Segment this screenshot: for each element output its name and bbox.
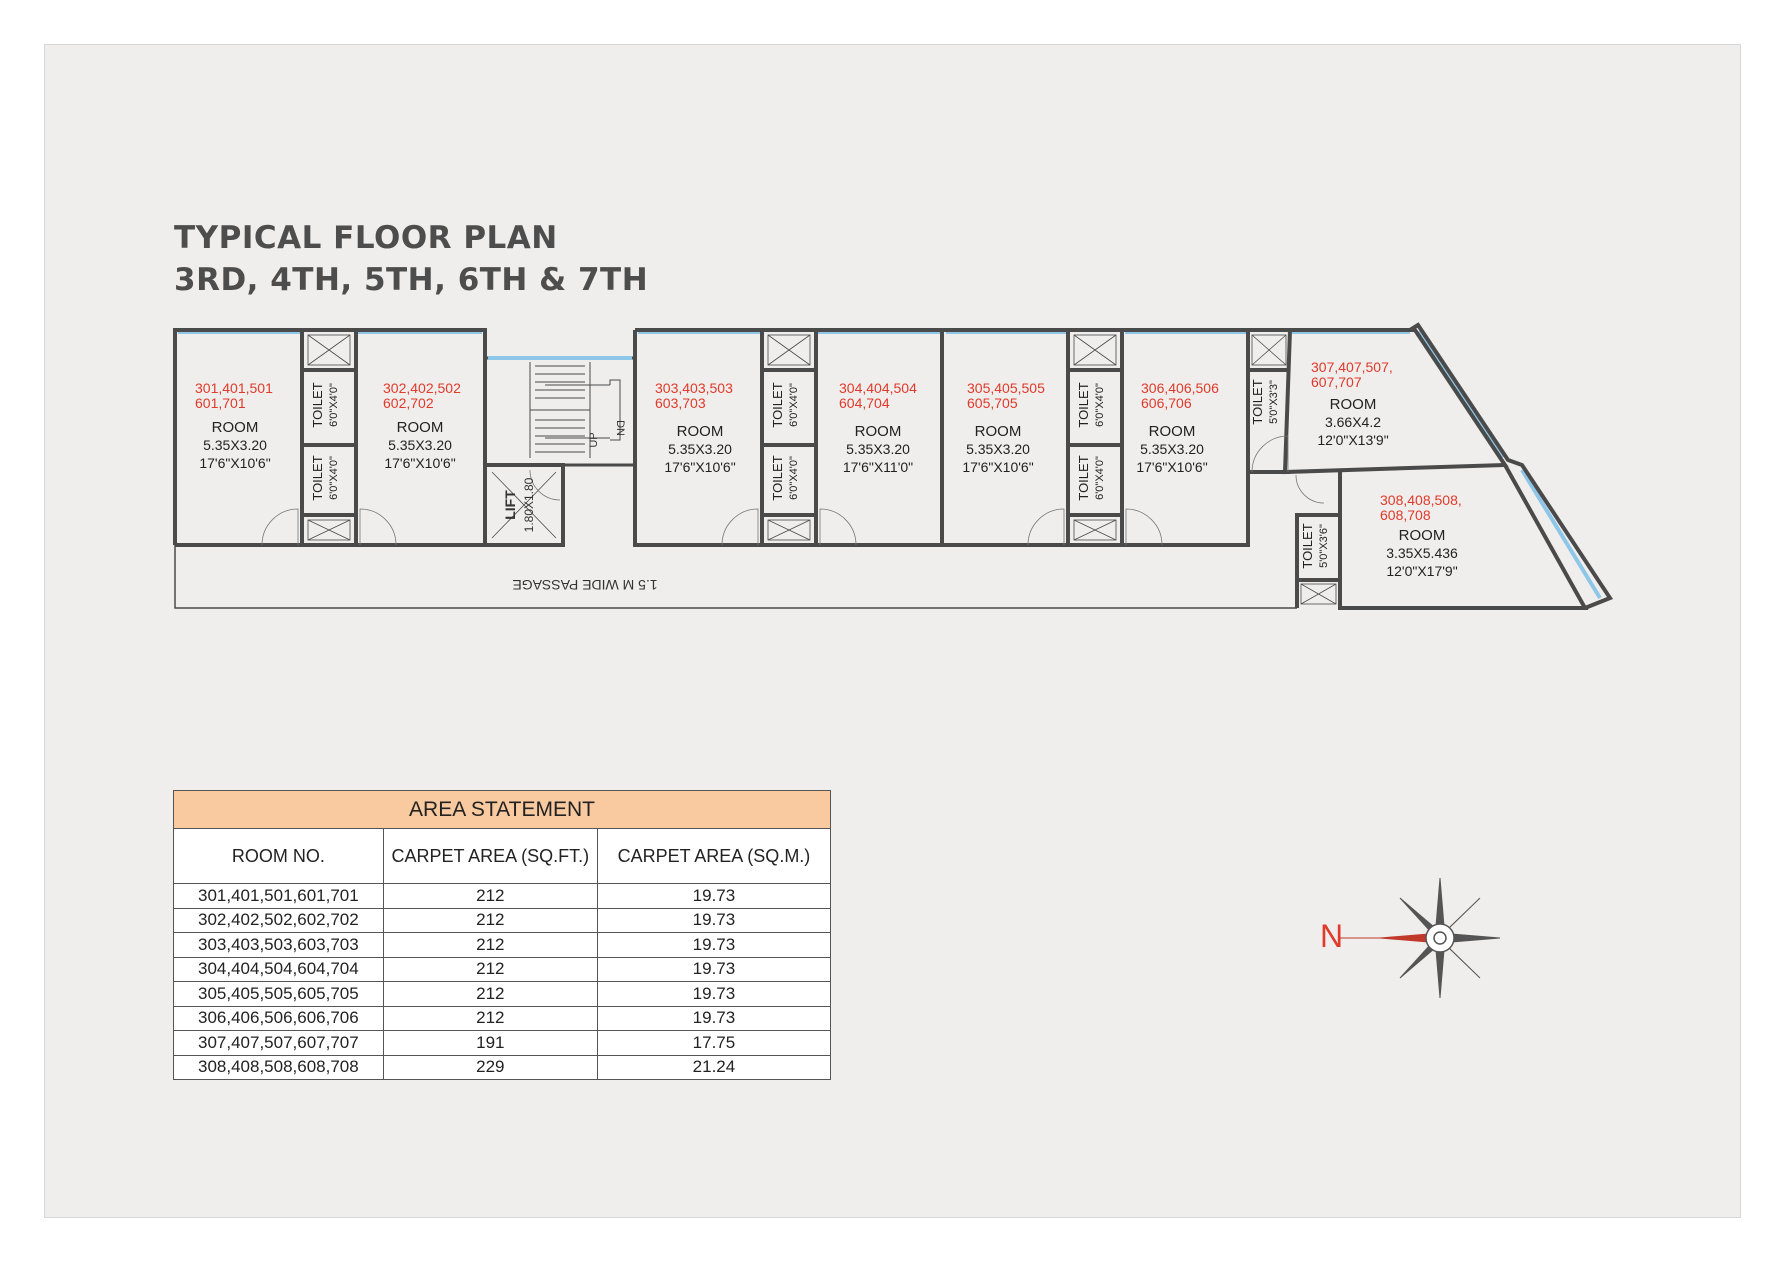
room-unit-numbers: 606,706: [1141, 395, 1192, 411]
room-unit-numbers: 306,406,506: [1141, 380, 1219, 396]
passage-outline: [175, 545, 1297, 608]
room-no-cell: 304,404,504,604,704: [174, 957, 384, 982]
room-name: ROOM: [1329, 396, 1377, 413]
table-row: [174, 1055, 831, 1080]
room-size-metric: 5.35X3.20: [668, 441, 732, 457]
room-no-cell: 306,406,506,606,706: [174, 1006, 384, 1031]
header-room-no: ROOM NO.: [174, 829, 384, 884]
area-statement-caption: AREA STATEMENT: [174, 791, 831, 829]
toilet-label-group: [1250, 379, 1280, 424]
table-row: [174, 957, 831, 982]
header-carpet-area-sqm: CARPET AREA (SQ.M.): [597, 829, 830, 884]
room-no-cell: 307,407,507,607,707: [174, 1031, 384, 1056]
toilet-label: TOILET: [1300, 523, 1315, 569]
carpet-area-sqm-cell: 21.24: [597, 1055, 830, 1080]
table-row: [174, 908, 831, 933]
plan-subtitle: 3RD, 4TH, 5TH, 6TH & 7TH: [174, 262, 649, 298]
room-unit-numbers: 604,704: [839, 395, 890, 411]
room-unit-numbers: 608,708: [1380, 507, 1431, 523]
table-row: [174, 982, 831, 1007]
room-unit-numbers: 308,408,508,: [1380, 492, 1462, 508]
toilet-size: 6'0"X4'0": [788, 383, 800, 427]
lift-size: 1.80X1.80: [522, 477, 536, 533]
area-statement-table: [173, 790, 831, 1080]
carpet-area-sqft-cell: 191: [383, 1031, 597, 1056]
room-unit-numbers: 302,402,502: [383, 380, 461, 396]
toilet-label: TOILET: [1076, 382, 1091, 428]
carpet-area-sqm-cell: 19.73: [597, 982, 830, 1007]
room-unit-numbers: 301,401,501: [195, 380, 273, 396]
toilet-label-group: [770, 382, 800, 427]
carpet-area-sqm-cell: 17.75: [597, 1031, 830, 1056]
table-row: [174, 1006, 831, 1031]
carpet-area-sqft-cell: 212: [383, 933, 597, 958]
room-size-imperial: 17'6"X11'0": [842, 459, 914, 475]
carpet-area-sqft-cell: 212: [383, 982, 597, 1007]
toilet-label: TOILET: [770, 455, 785, 501]
room-no-cell: 308,408,508,608,708: [174, 1055, 384, 1080]
toilet-size: 6'0"X4'0": [328, 456, 340, 500]
room-label-group: [195, 380, 273, 471]
room-size-imperial: 17'6"X10'6": [962, 459, 1034, 475]
room-size-imperial: 17'6"X10'6": [199, 455, 271, 471]
toilet-size: 5'0"X3'3": [1268, 380, 1280, 424]
carpet-area-sqft-cell: 212: [383, 957, 597, 982]
table-row: [174, 1031, 831, 1056]
room-size-metric: 3.66X4.2: [1324, 414, 1382, 430]
toilet-label-group: [1076, 382, 1106, 427]
carpet-area-sqft-cell: 229: [383, 1055, 597, 1080]
room-no-cell: 301,401,501,601,701: [174, 884, 384, 909]
toilet-label-group: [310, 382, 340, 427]
passage-label: 1.5 M WIDE PASSAGE: [512, 577, 658, 593]
room-name: ROOM: [1148, 423, 1196, 440]
room-size-metric: 5.35X3.20: [846, 441, 910, 457]
north-label: N: [1320, 918, 1344, 954]
room-name: ROOM: [974, 423, 1022, 440]
carpet-area-sqm-cell: 19.73: [597, 908, 830, 933]
compass-rose: [1340, 876, 1510, 1001]
room-label-group: [1136, 380, 1219, 475]
room-unit-numbers: 601,701: [195, 395, 246, 411]
lift-label: LIFT: [502, 490, 518, 520]
room-unit-numbers: 602,702: [383, 395, 434, 411]
room-size-metric: 3.35X5.436: [1386, 545, 1458, 561]
room-size-imperial: 17'6"X10'6": [1136, 459, 1208, 475]
table-row: [174, 884, 831, 909]
room-label-group: [1311, 359, 1393, 448]
room-unit-numbers: 303,403,503: [655, 380, 733, 396]
room-size-metric: 5.35X3.20: [966, 441, 1030, 457]
carpet-area-sqm-cell: 19.73: [597, 933, 830, 958]
carpet-area-sqm-cell: 19.73: [597, 1006, 830, 1031]
toilet-label: TOILET: [1076, 455, 1091, 501]
table-row: [174, 933, 831, 958]
room-name: ROOM: [211, 419, 259, 436]
toilet-label: TOILET: [310, 455, 325, 501]
room-name: ROOM: [1398, 527, 1446, 544]
room-name: ROOM: [396, 419, 444, 436]
room-label-group: [962, 380, 1045, 475]
toilet-size: 6'0"X4'0": [1094, 383, 1106, 427]
header-carpet-area-sqft: CARPET AREA (SQ.FT.): [383, 829, 597, 884]
toilet-label-group: [1300, 523, 1330, 568]
carpet-area-sqft-cell: 212: [383, 1006, 597, 1031]
stair-up-label: UP: [588, 432, 600, 448]
room-unit-numbers: 605,705: [967, 395, 1018, 411]
room-name: ROOM: [676, 423, 724, 440]
room-size-imperial: 17'6"X10'6": [384, 455, 456, 471]
carpet-area-sqft-cell: 212: [383, 908, 597, 933]
toilet-size: 6'0"X4'0": [1094, 456, 1106, 500]
room-label-group: [655, 380, 736, 475]
plan-title: TYPICAL FLOOR PLAN: [174, 220, 558, 256]
toilet-label-group: [770, 455, 800, 500]
toilet-size: 6'0"X4'0": [788, 456, 800, 500]
room-label-group: [1380, 492, 1462, 579]
room-size-imperial: 17'6"X10'6": [664, 459, 736, 475]
toilet-label: TOILET: [770, 382, 785, 428]
carpet-area-sqm-cell: 19.73: [597, 884, 830, 909]
room-size-imperial: 12'0"X17'9": [1386, 563, 1458, 579]
room-unit-numbers: 305,405,505: [967, 380, 1045, 396]
stair-down-label: DN: [614, 420, 626, 436]
carpet-area-sqft-cell: 212: [383, 884, 597, 909]
room-size-imperial: 12'0"X13'9": [1317, 432, 1389, 448]
room-unit-numbers: 603,703: [655, 395, 706, 411]
toilet-size: 5'0"X3'6": [1318, 524, 1330, 568]
room-size-metric: 5.35X3.20: [203, 437, 267, 453]
toilet-label: TOILET: [1250, 379, 1265, 425]
room-name: ROOM: [854, 423, 902, 440]
toilet-label: TOILET: [310, 382, 325, 428]
toilet-label-group: [1076, 455, 1106, 500]
toilet-label-group: [310, 455, 340, 500]
staircase: [485, 358, 635, 465]
room-label-group: [383, 380, 461, 471]
room-unit-numbers: 607,707: [1311, 374, 1362, 390]
room-no-cell: 303,403,503,603,703: [174, 933, 384, 958]
room-unit-numbers: 304,404,504: [839, 380, 917, 396]
carpet-area-sqm-cell: 19.73: [597, 957, 830, 982]
room-size-metric: 5.35X3.20: [388, 437, 452, 453]
room-no-cell: 305,405,505,605,705: [174, 982, 384, 1007]
room-size-metric: 5.35X3.20: [1140, 441, 1204, 457]
room-unit-numbers: 307,407,507,: [1311, 359, 1393, 375]
room-label-group: [839, 380, 917, 475]
toilet-size: 6'0"X4'0": [328, 383, 340, 427]
room-no-cell: 302,402,502,602,702: [174, 908, 384, 933]
